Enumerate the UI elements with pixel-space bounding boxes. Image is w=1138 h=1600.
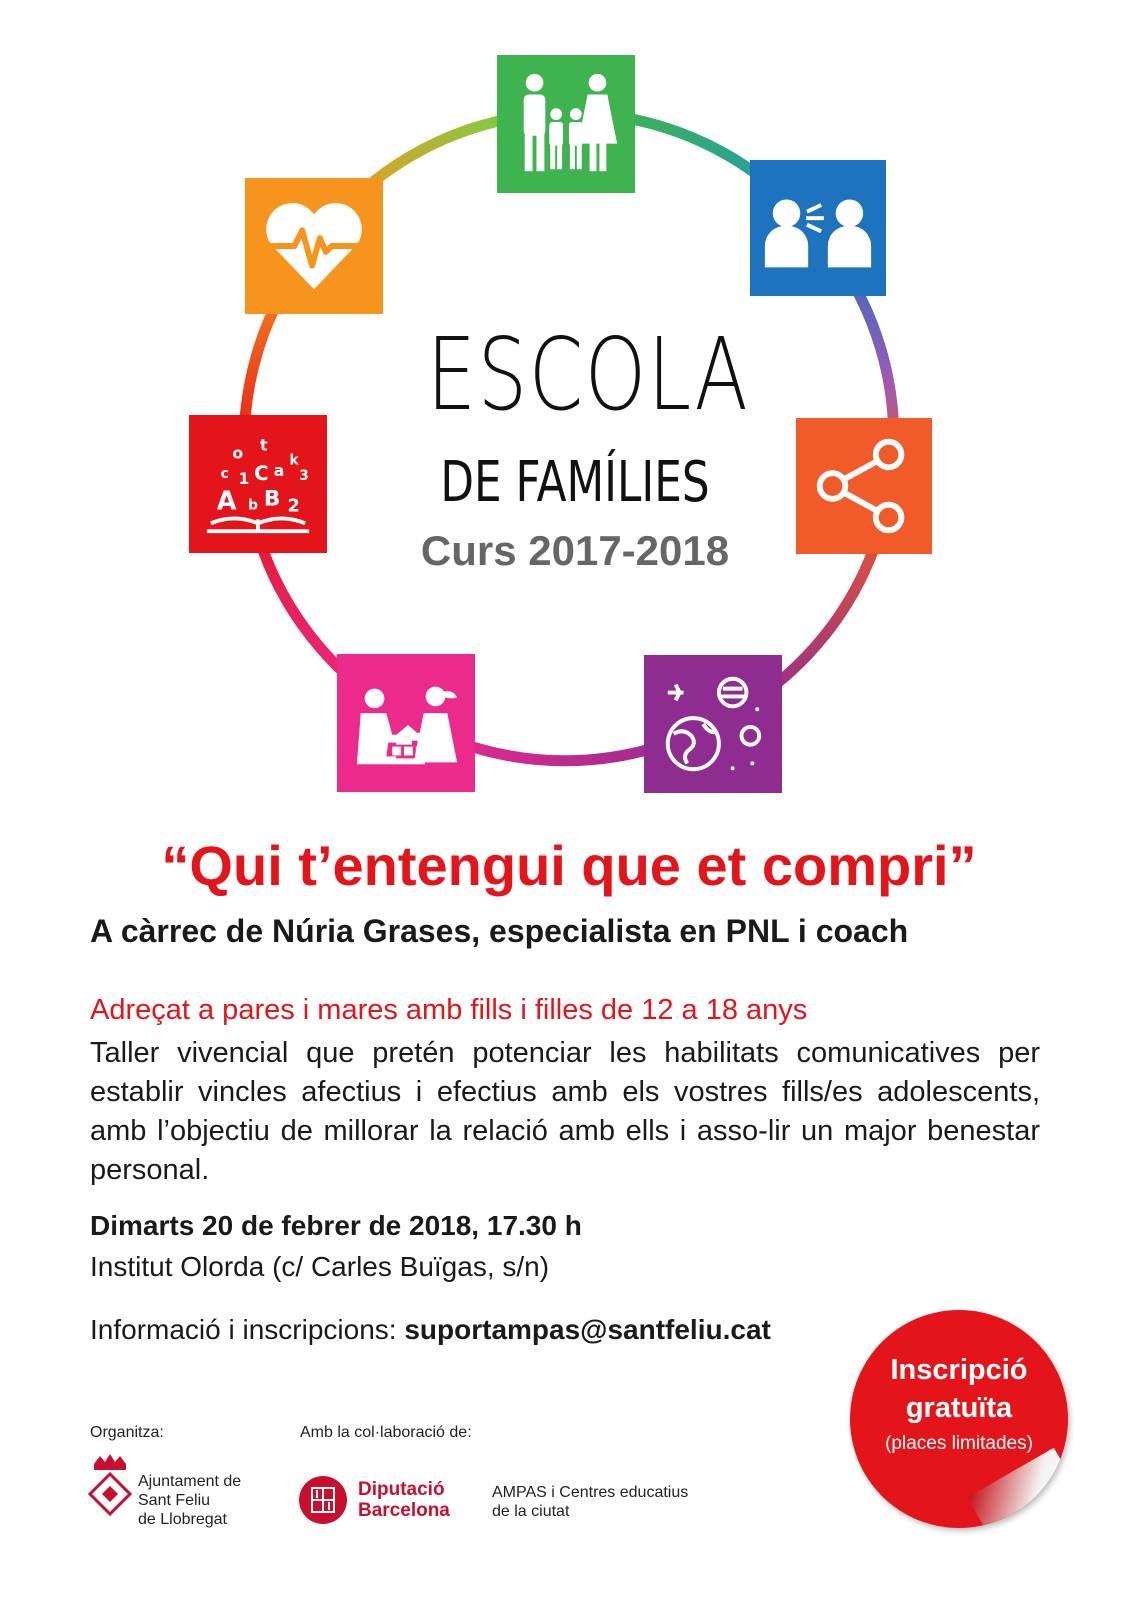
space-planets-icon: [644, 655, 782, 793]
svg-text:B: B: [263, 486, 281, 512]
svg-text:c: c: [220, 466, 229, 483]
letters-book-icon: [189, 415, 327, 553]
info-email-link[interactable]: suportampas@santfeliu.cat: [404, 1314, 771, 1345]
event-speaker: A càrrec de Núria Grases, especialista en PNL i coach: [90, 913, 909, 949]
organizer-name-line2: Sant Feliu: [138, 1492, 211, 1509]
diputacio-line1: Diputació: [358, 1479, 445, 1500]
ampas-line2: de la ciutat: [492, 1503, 570, 1520]
event-venue: Institut Olorda (c/ Carles Buïgas, s/n): [90, 1251, 550, 1282]
svg-text:t: t: [259, 435, 268, 455]
svg-text:2: 2: [287, 496, 300, 517]
svg-text:k: k: [289, 452, 299, 469]
event-description: Taller vivencial que pretén potenciar les habilitats comunicatives per establir vincles afectius i efectius amb els vostres fills/es adolescents, amb l’objectiu de millorar la relació amb ells i asso-lir un major benestar personal.: [90, 1037, 1040, 1186]
share-icon: [796, 418, 932, 554]
ampas-line1: AMPAS i Centres educatius: [492, 1484, 689, 1501]
svg-text:3: 3: [299, 468, 309, 485]
badge-line1: Inscripció: [890, 1354, 1028, 1386]
page-curl: [967, 1448, 1068, 1528]
free-registration-badge: [850, 1310, 1068, 1528]
organizer-name-line3: de Llobregat: [138, 1511, 227, 1528]
title-escola: ESCOLA: [426, 316, 750, 433]
event-date: Dimarts 20 de febrer de 2018, 17.30 h: [90, 1210, 582, 1241]
title-de-families: DE FAMÍLIES: [440, 450, 710, 515]
svg-text:a: a: [273, 461, 285, 481]
course-year: Curs 2017-2018: [420, 527, 730, 574]
collaboration-label: Amb la col·laboració de:: [300, 1424, 472, 1441]
organizer-name: [138, 1472, 241, 1529]
santfeliu-crest-icon: [88, 1454, 132, 1524]
family-icon: [497, 55, 635, 193]
diputacio-logo-icon: [298, 1475, 348, 1525]
info-label: Informació i inscripcions:: [90, 1314, 397, 1345]
diputacio-name: [358, 1479, 450, 1521]
badge-line2: gratuïta: [905, 1392, 1013, 1424]
event-headline: “Qui t’entengui que et compri”: [161, 834, 977, 897]
svg-text:b: b: [248, 497, 259, 514]
ampas-text: [492, 1483, 688, 1521]
badge-line3: (places limitades): [885, 1433, 1033, 1454]
kids-playing-icon: [337, 654, 475, 792]
organizer-name-line1: Ajuntament de: [138, 1473, 242, 1490]
diputacio-line2: Barcelona: [358, 1500, 450, 1521]
heart-pulse-icon: [245, 178, 383, 314]
svg-text:1: 1: [238, 469, 250, 488]
event-audience: Adreçat a pares i mares amb fills i filles de 12 a 18 anys: [90, 994, 808, 1026]
svg-text:A: A: [216, 486, 237, 517]
event-info: [90, 1316, 771, 1344]
organizer-label: Organitza:: [90, 1424, 164, 1441]
svg-text:o: o: [232, 443, 244, 463]
conversation-icon: [750, 160, 886, 296]
svg-text:C: C: [254, 462, 269, 486]
